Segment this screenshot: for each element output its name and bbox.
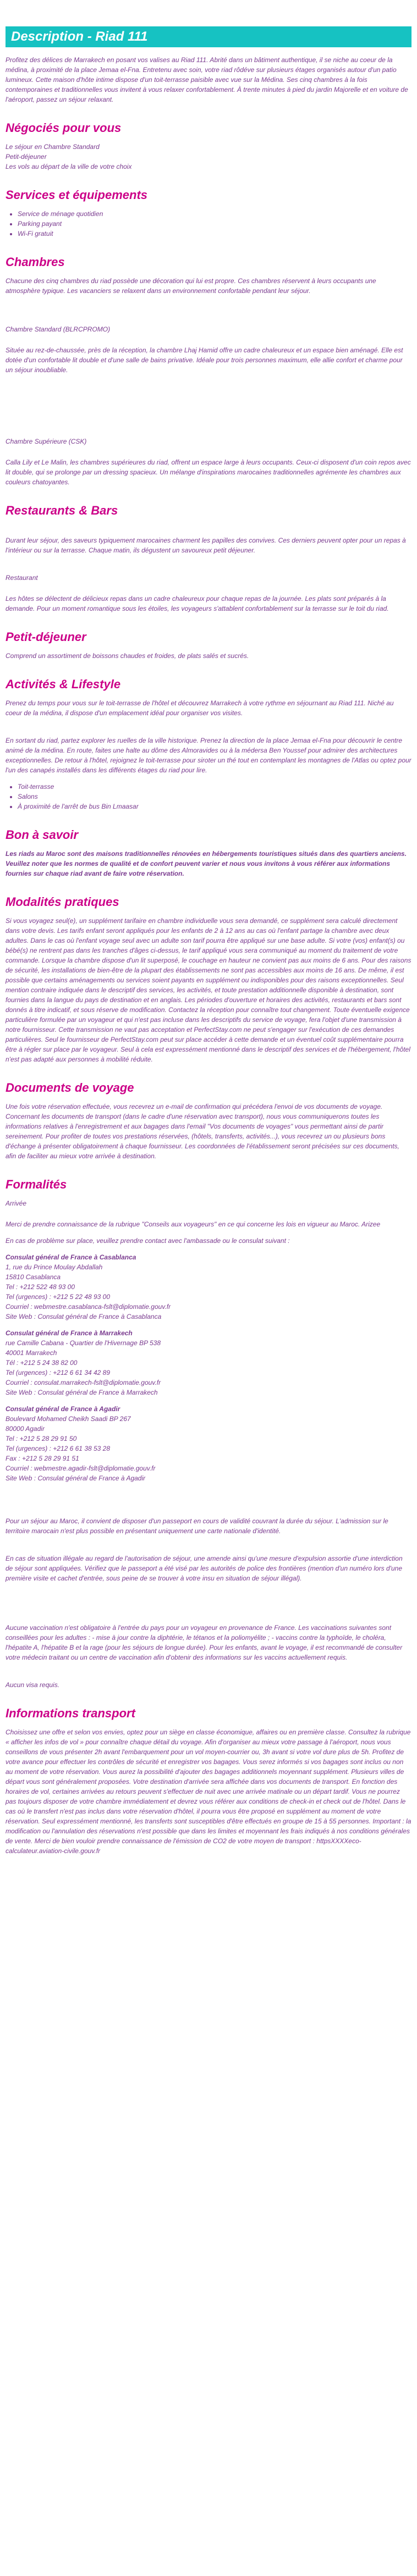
consulat-marrakech <box>6 1328 411 1397</box>
section-title-services: Services et équipements <box>6 188 148 202</box>
chambres-text: Chacune des cinq chambres du riad possède une décoration qui lui est propre. Ces chambres réservent à leurs occupants une atmosphère typique. Les vacanciers se relaxent dans un environnement confortable pendant leur séjour. <box>6 277 376 295</box>
consulat-title: Consulat général de France à Agadir <box>6 1405 120 1413</box>
page-title-banner <box>6 26 411 47</box>
activites-list <box>18 782 411 811</box>
section-title-petit-dejeuner: Petit-déjeuner <box>6 630 86 644</box>
activites-text-2: En sortant du riad, partez explorer les ruelles de la ville historique. Prenez la direction de la place Jemaa el-Fna pour découvrir le centre animé de la médina. En route, faites une halte au dôme des Almoravides ou à la médersa Ben Youssef pour admirer des architectures exceptionnelles. De retour à l'hôtel, rejoignez le toit-terrasse pour siroter un thé tout en contemplant les montagnes de l'Atlas ou optez pour l'un des canapés installés dans les différents étages du riad pour lire. <box>6 737 411 774</box>
chambre-standard-title: Chambre Standard (BLRCPROMO) <box>6 325 111 333</box>
bon-a-savoir-text: Les riads au Maroc sont des maisons traditionnelles rénovées en hébergements touristiques situés dans des quartiers anciens. Veuillez noter que les normes de qualité et de confort peuvent varier et nous vous invitons à vous référer aux informations fournies sur chaque riad avant de faire votre réservation. <box>6 850 407 877</box>
documents-text: Une fois votre réservation effectuée, vous recevrez un e-mail de confirmation qui précédera l'envoi de vos documents de voyage. Concernant les documents de transport (dans le cadre d'une réservation avec transport), nous vous communiquerons toutes les informations relatives à l'enregistrement et aux bagages dans l'email "Vos documents de voyages" vous permettant ainsi de partir sereinement. Pour profiter de toutes vos prestations réservées, (hôtels, transferts, activités...), vous recevrez un ou plusieurs bons d'échange à présenter obligatoirement à chaque fournisseur. Les coordonnées de l'établissement seront précisées sur ces documents, afin de faciliter au mieux votre arrivée à destination. <box>6 1103 399 1160</box>
consulat-title: Consulat général de France à Marrakech <box>6 1329 133 1337</box>
activites-item: • Toit-terrasse <box>18 782 411 792</box>
formalites-legal-text: En cas de situation illégale au regard de l'autorisation de séjour, une amende ainsi qu'une mesure d'expulsion assortie d'une interdiction de séjour sont appliquées. Vérifiez que le passeport a été visé par les autorités de police des frontières (mention d'un numéro lors d'une première visite et cachet d'entrée, sous peine de se trouver à votre insu en situation de séjour illégal). <box>6 1555 403 1582</box>
section-title-chambres: Chambres <box>6 255 65 269</box>
consulat-line: Courriel : webmestre.agadir-fslt@diplomatie.gouv.fr <box>6 1464 156 1472</box>
section-title-bon-a-savoir: Bon à savoir <box>6 828 79 842</box>
activites-item: • À proximité de l'arrêt de bus Bin Lmaasar <box>18 801 411 811</box>
consulat-line: Tel : +212 522 48 93 00 <box>6 1283 75 1291</box>
section-title-activites: Activités & Lifestyle <box>6 677 121 691</box>
consulat-line: Courriel : webmestre.casablanca-fslt@diplomatie.gouv.fr <box>6 1303 171 1311</box>
page <box>0 26 417 1856</box>
services-list <box>18 209 411 239</box>
formalites-arrivee: Arrivée <box>6 1199 27 1207</box>
formalites-text: Merci de prendre connaissance de la rubrique "Conseils aux voyageurs" en ce qui concerne les lois en vigueur au Maroc. Arizee <box>6 1220 381 1228</box>
consulat-line: Tel (urgences) : +212 5 22 48 93 00 <box>6 1293 111 1301</box>
consulat-line: Site Web : Consulat général de France à Casablanca <box>6 1313 162 1320</box>
transport-text: Choisissez une offre et selon vos envies, optez pour un siège en classe économique, affaires ou en première classe. Consultez la rubrique « afficher les infos de vol » pour connaître chaque détail du voyage. Afin d'organiser au mieux votre passage à l'aéroport, nous vous conseillons de vous présenter 2h avant l'embarquement pour un vol moyen-courrier ou, 3h avant si votre vol dure plus de 5h. Profitez de votre avance pour effectuer les contrôles de sécurité et enregistrer vos bagages. Vous serez informés si vos bagages sont inclus ou non au moment de votre réservation. Vous aurez la possibilité d'ajouter des bagages additionnels moyennant supplément. Plusieurs villes de départ vous sont généralement proposées. Votre destination d'arrivée sera affichée dans vos documents de transport. En fonction des horaires de vol, certaines arrivées au retours peuvent s'effectuer de nuit avec une arrivée matinale ou un départ tardif. Vous ne pourrez pas toujours disposer de votre chambre immédiatement et devrez vous référer aux conditions de check-in et check out de l'hôtel. Dans le cas où le transfert n'est pas inclus dans votre réservation d'hôtel, il pourra vous être proposé en supplément au moment de votre réservation. Seul expressément mentionné, les transferts sont susceptibles d'être effectués en groupe de 15 à 55 personnes. Important : la modification ou l'annulation des réservations n'est possible que dans les limites et moyennant les frais indiqués à nos conditions générales de vente. Merci de bien vouloir prendre connaissance de l'émission de CO2 de votre moyen de transport : httpsXXXXeco-calculateur.aviation-civile.gouv.fr <box>6 1728 411 1855</box>
services-item: • Wi-Fi gratuit <box>18 229 411 239</box>
consulat-line: Site Web : Consulat général de France à Agadir <box>6 1474 146 1482</box>
consulat-line: Boulevard Mohamed Cheikh Saadi BP 267 <box>6 1415 131 1423</box>
negocies-item: Les vols au départ de la ville de votre choix <box>6 163 132 170</box>
formalites-passport-text: Pour un séjour au Maroc, il convient de disposer d'un passeport en cours de validité couvrant la durée du séjour. L'admission sur le territoire marocain n'est plus possible en présentant uniquement une carte nationale d'identité. <box>6 1517 388 1535</box>
restaurant-title: Restaurant <box>6 574 38 582</box>
activites-text: Prenez du temps pour vous sur le toit-terrasse de l'hôtel et découvrez Marrakech à votre rythme en séjournant au Riad 111. Niché au coeur de la médina, il dispose d'un emplacement idéal pour organiser vos visites. <box>6 699 394 717</box>
consulat-line: 15810 Casablanca <box>6 1273 61 1281</box>
consulat-line: Tél : +212 5 24 38 82 00 <box>6 1359 78 1367</box>
consulat-line: Tel (urgences) : +212 6 61 34 42 89 <box>6 1369 111 1377</box>
restaurants-text: Durant leur séjour, des saveurs typiquement marocaines charment les papilles des convives. Ces derniers peuvent opter pour un repas à l'intérieur ou sur la terrasse. Chaque matin, ils dégustent un savoureux petit déjeuner. <box>6 537 406 554</box>
services-item: • Service de ménage quotidien <box>18 209 411 219</box>
activites-item: • Salons <box>18 792 411 801</box>
consulat-line: 1, rue du Prince Moulay Abdallah <box>6 1263 103 1271</box>
consulat-line: Tel : +212 5 28 29 91 50 <box>6 1435 77 1442</box>
formalites-vaccination-text: Aucune vaccination n'est obligatoire à l'entrée du pays pour un voyageur en provenance de France. Les vaccinations suivantes sont conseillées pour les adultes : - mise à jour contre la diphtérie, le tétanos et la poliomyélite ; - vaccins contre la typhoïde, le choléra, l'hépatite A, l'hépatite B et la rage (pour les séjours de longue durée). Pour les enfants, avant le voyage, il est recommandé de consulter votre médecin traitant ou un centre de vaccination afin d'obtenir des informations sur les vaccins actuellement requis. <box>6 1624 403 1661</box>
petit-dejeuner-text: Comprend un assortiment de boissons chaudes et froides, de plats salés et sucrés. <box>6 652 249 660</box>
modalites-text: Si vous voyagez seul(e), un supplément tarifaire en chambre individuelle vous sera demandé, ce supplément sera calculé directement dans votre devis. Les tarifs enfant seront appliqués pour les enfants de 2 à 12 ans au cas où l'enfant partage la chambre avec deux adultes. Dans le cas où l'enfant voyage seul avec un adulte son tarif pourra être appliqué sur une base adulte. Si votre (vos) enfant(s) ou bébé(s) ne rentrent pas dans les tranches d'âges ci-dessus, le tarif appliqué vous sera communiqué au moment du traitement de votre commande. Lorsque la chambre dispose d'un lit superposé, le couchage en hauteur ne convient pas aux moins de 6 ans. Pour des raisons de sécurité, les installations de bien-être de la plupart des établissements ne sont pas accessibles aux moins de 16 ans. De même, il est possible que certains aménagements ou services soient payants en supplément ou indisponibles pour des raisons exceptionnelles. Seul mention contraire indiquée dans le descriptif des services, les activités, et toute prestation additionnelle disponible à destination, sont fournies dans la langue du pays de destination et en anglais. Les périodes d'ouverture et horaires des activités, restaurants et bars sont donnés à titre indicatif, et sous réserve de modification. Contactez la réception pour connaître tout changement. Toute éventuelle exigence particulière formulée par un voyageur et qui n'est pas incluse dans les descriptifs du service de voyage, fera l'objet d'une transmission à notre fournisseur. Cette transmission ne vaut pas acceptation et PerfectStay.com ne peut s'engager sur l'exécution de ces demandes particulières. Seul le fournisseur de PerfectStay.com peut sur place accéder à cette demande et un éventuel coût supplémentaire pourra être à régler sur place par le voyageur. Seul à cela est expressément mentionné dans le descriptif des services et de l'hébergement, l'hôtel n'est pas adapté aux personnes à mobilité réduite. <box>6 917 411 1063</box>
section-title-modalites: Modalités pratiques <box>6 895 119 909</box>
section-title-negocies: Négociés pour vous <box>6 121 122 135</box>
chambre-superieure-title: Chambre Supérieure (CSK) <box>6 438 87 445</box>
consulat-title: Consulat général de France à Casablanca <box>6 1253 136 1261</box>
chambre-standard-text: Située au rez-de-chaussée, près de la réception, la chambre Lhaj Hamid offre un cadre chaleureux et un espace bien aménagé. Elle est dotée d'un confortable lit double et d'une salle de bains privative. Idéale pour trois personnes maximum, elle allie confort et charme pour un séjour inoubliable. <box>6 346 403 374</box>
consulat-line: Tel (urgences) : +212 6 61 38 53 28 <box>6 1445 111 1452</box>
restaurant-text: Les hôtes se délectent de délicieux repas dans un cadre chaleureux pour chaque repas de la journée. Les plats sont préparés à la demande. Pour un moment romantique sous les étoiles, les voyageurs s'attablent confortablement sur la terrasse sur le toit du riad. <box>6 595 389 612</box>
consulat-line: Site Web : Consulat général de France à Marrakech <box>6 1389 158 1396</box>
consulat-line: Fax : +212 5 28 29 91 51 <box>6 1455 79 1462</box>
consulat-casablanca <box>6 1252 411 1322</box>
section-title-restaurants: Restaurants & Bars <box>6 504 118 517</box>
services-item: • Parking payant <box>18 219 411 229</box>
consulat-line: 40001 Marrakech <box>6 1349 57 1357</box>
consulat-agadir <box>6 1404 411 1483</box>
formalites-text: En cas de problème sur place, veuillez prendre contact avec l'ambassade ou le consulat suivant : <box>6 1237 290 1245</box>
negocies-item: Petit-déjeuner <box>6 153 47 161</box>
page-title: Description - Riad 111 <box>11 29 148 44</box>
section-title-documents: Documents de voyage <box>6 1081 134 1094</box>
consulat-line: Courriel : consulat.marrakech-fslt@diplomatie.gouv.fr <box>6 1379 161 1386</box>
consulat-line: 80000 Agadir <box>6 1425 45 1433</box>
section-title-formalites: Formalités <box>6 1178 67 1191</box>
negocies-item: Le séjour en Chambre Standard <box>6 143 100 151</box>
consulat-line: rue Camille Cabana - Quartier de l'Hivernage BP 538 <box>6 1339 161 1347</box>
section-title-transport: Informations transport <box>6 1706 135 1720</box>
chambre-superieure-text: Calla Lily et Le Malin, les chambres supérieures du riad, offrent un espace large à leurs occupants. Ceux-ci disposent d'un coin repos avec lit double, qui se prolonge par un dressing spacieux. Un mélange d'inspirations marocaines traditionnelles agrémente les chambres aux couleurs chatoyantes. <box>6 458 411 486</box>
intro-text: Profitez des délices de Marrakech en posant vos valises au Riad 111. Abrité dans un bâtiment authentique, il se niche au coeur de la médina, à proximité de la place Jemaa el-Fna. Entretenu avec soin, votre riad rôdéve sur plusieurs étages organisés autour d'un patio lumineux. Cette maison d'hôte intime dispose d'un toit-terrasse paisible avec vue sur la Médina. Ses cinq chambres à la fois contemporaines et traditionnelles vous invitent à vous relaxer confortablement. À trente minutes à pied du jardin Majorelle et en voiture de l'aéroport, passez un séjour relaxant. <box>6 56 408 103</box>
formalites-visa-text: Aucun visa requis. <box>6 1681 60 1689</box>
